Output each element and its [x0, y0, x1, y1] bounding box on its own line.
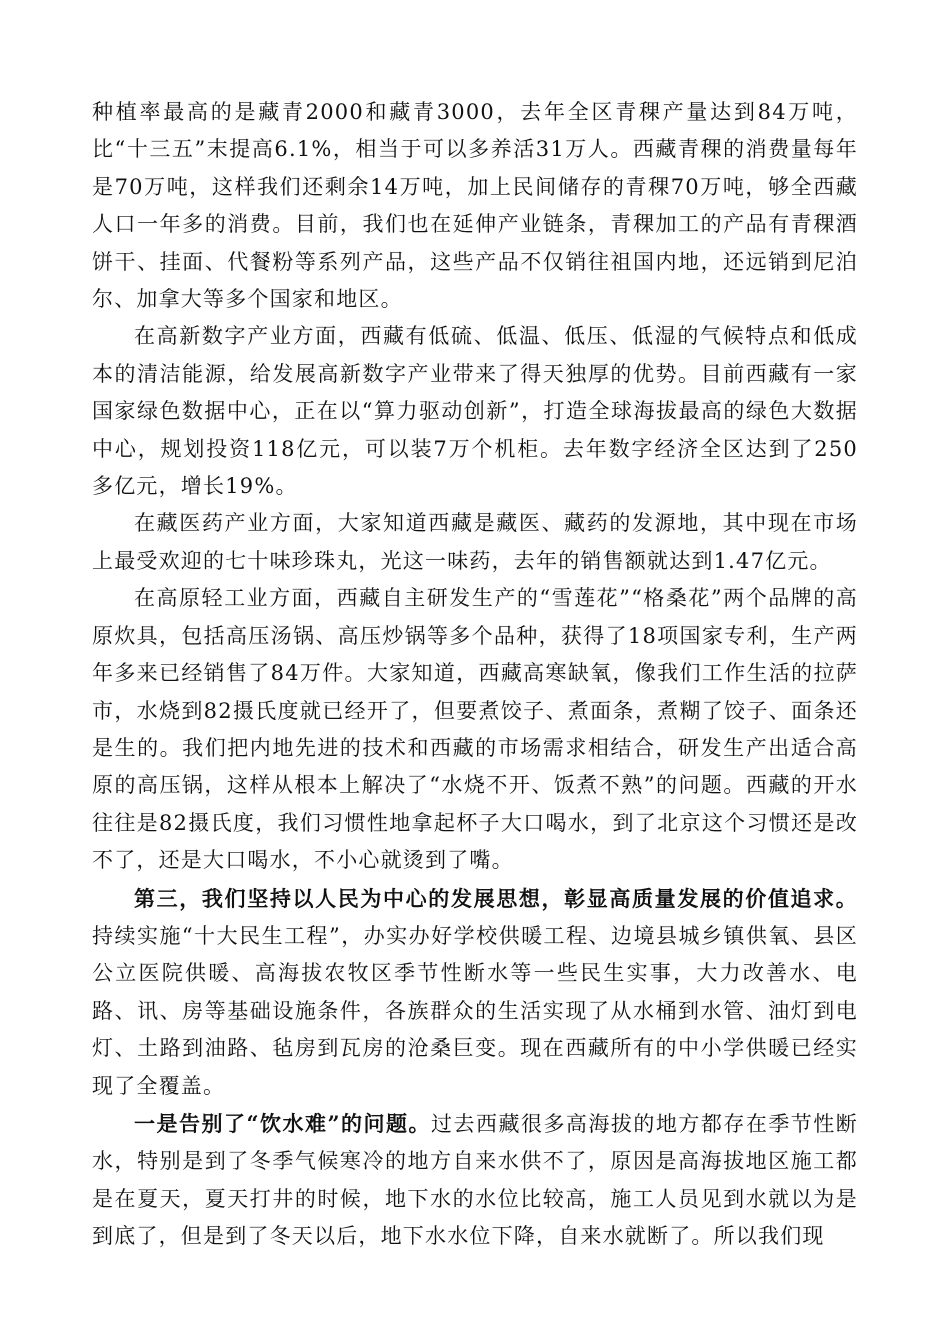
paragraph-heading-third: 第三，我们坚持以人民为中心的发展思想，彰显高质量发展的价值追求。 [134, 885, 858, 911]
paragraph-drinking-water [92, 1105, 858, 1256]
paragraph-body-third: 持续实施“十大民生工程”，办实办好学校供暖工程、边境县城乡镇供氧、县区公立医院供暖、高海拔农牧区季节性断水等一些民生实事，大力改善水、电路、讯、房等基础设施条件，各族群众的生活实现了从水桶到水管、油灯到电灯、土路到油路、毡房到瓦房的沧桑巨变。现在西藏所有的中小学供暖已经实现了全覆盖。 [92, 923, 858, 1098]
paragraph-people-centered [92, 880, 858, 1105]
paragraph-tibetan-medicine: 在藏医药产业方面，大家知道西藏是藏医、藏药的发源地，其中现在市场上最受欢迎的七十味珍珠丸，光这一味药，去年的销售额就达到1.47亿元。 [92, 511, 858, 573]
paragraph-body-water: 过去西藏很多高海拔的地方都存在季节性断水，特别是到了冬季气候寒冷的地方自来水供不了，原因是高海拔地区施工都是在夏天，夏天打井的时候，地下水的水位比较高，施工人员见到水就以为是到底了，但是到了冬天以后，地下水水位下降，自来水就断了。所以我们现 [92, 1111, 858, 1249]
paragraph-heading-water: 一是告别了“饮水难”的问题。 [134, 1110, 431, 1136]
paragraph-light-industry: 在高原轻工业方面，西藏自主研发生产的“雪莲花”“格桑花”两个品牌的高原炊具，包括高压汤锅、高压炒锅等多个品种，获得了18项国家专利，生产两年多来已经销售了84万件。大家知道，西藏高寒缺氧，像我们工作生活的拉萨市，水烧到82摄氏度就已经开了，但要煮饺子、煮面条，煮糊了饺子、面条还是生的。我们把内地先进的技术和西藏的市场需求相结合，研发生产出适合高原的高压锅，这样从根本上解决了“水烧不开、饭煮不熟”的问题。西藏的开水往往是82摄氏度，我们习惯性地拿起杯子大口喝水，到了北京这个习惯还是改不了，还是大口喝水，不小心就烫到了嘴。 [92, 586, 858, 873]
paragraph-digital-industry: 在高新数字产业方面，西藏有低硫、低温、低压、低湿的气候特点和低成本的清洁能源，给发展高新数字产业带来了得天独厚的优势。目前西藏有一家国家绿色数据中心，正在以“算力驱动创新”，打造全球海拔最高的绿色大数据中心，规划投资118亿元，可以装7万个机柜。去年数字经济全区达到了250多亿元，增长19%。 [92, 324, 858, 499]
paragraph-highland-barley: 种植率最高的是藏青2000和藏青3000，去年全区青稞产量达到84万吨，比“十三五”末提高6.1%，相当于可以多养活31万人。西藏青稞的消费量每年是70万吨，这样我们还剩余14万吨，加上民间储存的青稞70万吨，够全西藏人口一年多的消费。目前，我们也在延伸产业链条，青稞加工的产品有青稞酒饼干、挂面、代餐粉等系列产品，这些产品不仅销往祖国内地，还远销到尼泊尔、加拿大等多个国家和地区。 [92, 100, 858, 312]
document-page [92, 94, 858, 1256]
